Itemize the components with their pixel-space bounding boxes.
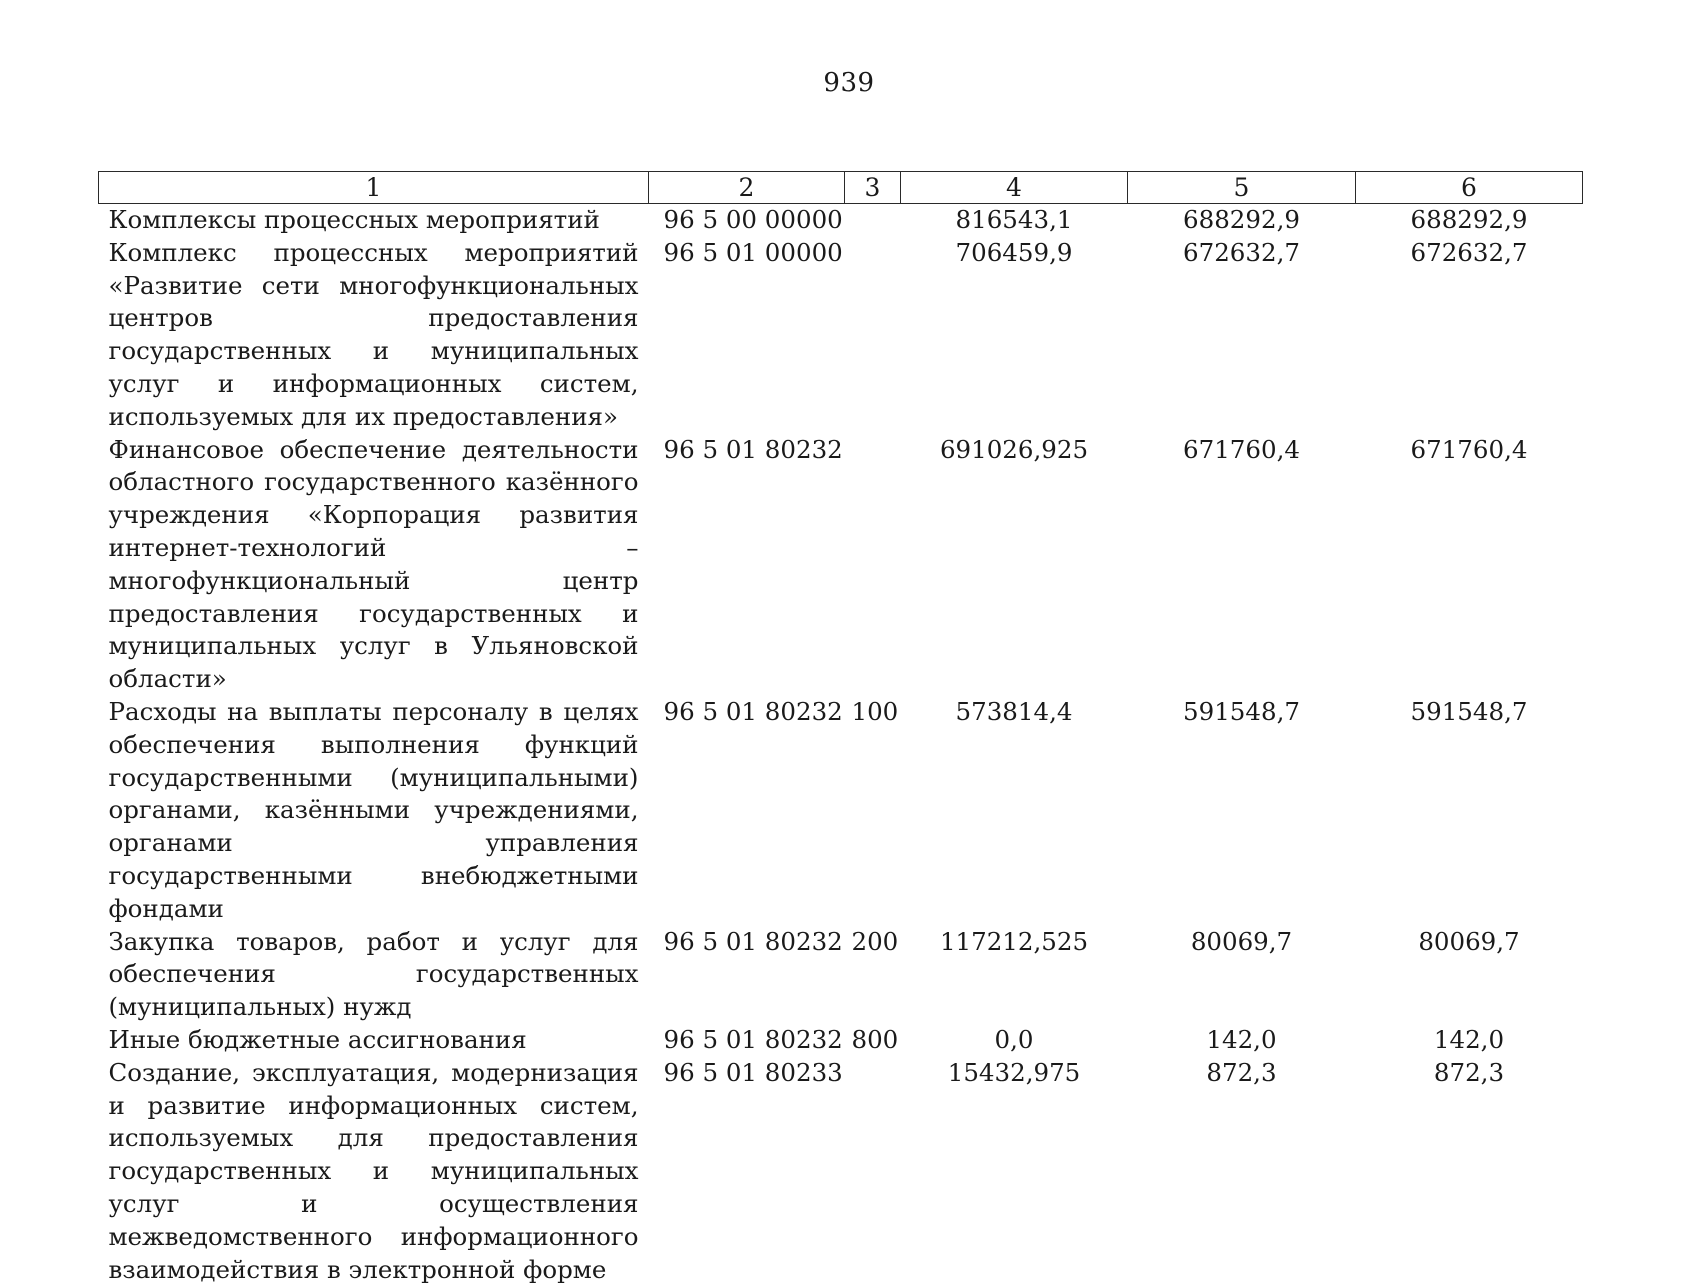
row-expense-type <box>845 434 901 696</box>
row-value-5: 672632,7 <box>1183 237 1300 267</box>
row-name: Иные бюджетные ассигнования <box>108 1024 527 1054</box>
row-code: 96 5 01 80233 <box>663 1057 843 1087</box>
row-value-5: 688292,9 <box>1183 205 1300 234</box>
row-value-4: 15432,975 <box>947 1057 1081 1087</box>
row-value-5: 591548,7 <box>1183 696 1300 726</box>
row-code: 96 5 01 80232 <box>663 696 843 726</box>
row-code: 96 5 01 00000 <box>663 237 843 267</box>
row-value-6: 671760,4 <box>1410 434 1528 464</box>
row-value-4: 706459,9 <box>955 237 1073 267</box>
row-name: Комплексы процессных мероприятий <box>108 205 600 234</box>
row-value-6: 591548,7 <box>1410 696 1528 726</box>
row-value-4: 0,0 <box>994 1024 1034 1054</box>
row-expense-type: 200 <box>851 926 899 956</box>
row-name: Создание, эксплуатация, модернизация и развитие информационных систем, используемых для предоставления государственных и муниципальных услуг и осуществления межведомственного информационного взаимодействия в электронной форме <box>108 1057 639 1284</box>
row-value-6: 142,0 <box>1433 1024 1505 1054</box>
row-name: Расходы на выплаты персоналу в целях обеспечения выполнения функций государственными (муниципальными) органами, казёнными учреждениями, органами управления государственными внебюджетными фондами <box>108 696 639 923</box>
budget-table <box>98 171 1583 1286</box>
table-row <box>99 204 1583 237</box>
row-value-5: 142,0 <box>1206 1024 1277 1054</box>
row-code: 96 5 01 80232 <box>663 926 843 956</box>
row-value-6: 688292,9 <box>1410 205 1528 234</box>
column-header-4: 4 <box>901 172 1128 204</box>
row-value-4: 816543,1 <box>955 205 1073 234</box>
row-value-6: 872,3 <box>1433 1057 1505 1087</box>
row-code: 96 5 01 80232 <box>663 1024 843 1054</box>
row-name: Комплекс процессных мероприятий «Развитие сети многофункциональных центров предоставления государственных и муниципальных услуг и информационных систем, используемых для их предоставления» <box>108 237 639 431</box>
row-code: 96 5 00 00000 <box>663 205 843 234</box>
table-row <box>99 1024 1583 1057</box>
column-header-1: 1 <box>99 172 649 204</box>
row-value-4: 691026,925 <box>939 434 1089 464</box>
row-value-5: 80069,7 <box>1190 926 1293 956</box>
header-row <box>99 172 1583 204</box>
row-expense-type <box>845 204 901 237</box>
column-header-5: 5 <box>1128 172 1356 204</box>
row-name: Финансовое обеспечение деятельности областного государственного казённого учреждения «Корпорация развития интернет-технологий – многофункциональный центр предоставления государственных и муниципальных услуг в Ульяновской области» <box>108 434 639 694</box>
table-row <box>99 434 1583 696</box>
row-code: 96 5 01 80232 <box>663 434 843 464</box>
page-number: 939 <box>823 68 875 98</box>
row-expense-type: 800 <box>851 1024 899 1054</box>
table-row <box>99 1057 1583 1286</box>
table-row <box>99 926 1583 1024</box>
column-header-6: 6 <box>1356 172 1583 204</box>
row-value-6: 672632,7 <box>1410 237 1528 267</box>
row-value-4: 117212,525 <box>939 926 1089 956</box>
row-value-6: 80069,7 <box>1418 926 1520 956</box>
table-row <box>99 696 1583 926</box>
row-expense-type: 100 <box>851 696 899 726</box>
table-row <box>99 237 1583 434</box>
row-name: Закупка товаров, работ и услуг для обеспечения государственных (муниципальных) нужд <box>108 926 639 1022</box>
row-value-4: 573814,4 <box>955 696 1073 726</box>
column-header-3: 3 <box>845 172 901 204</box>
row-expense-type <box>845 237 901 434</box>
row-value-5: 671760,4 <box>1183 434 1300 464</box>
row-value-5: 872,3 <box>1206 1057 1277 1087</box>
row-expense-type <box>845 1057 901 1286</box>
column-header-2: 2 <box>649 172 845 204</box>
